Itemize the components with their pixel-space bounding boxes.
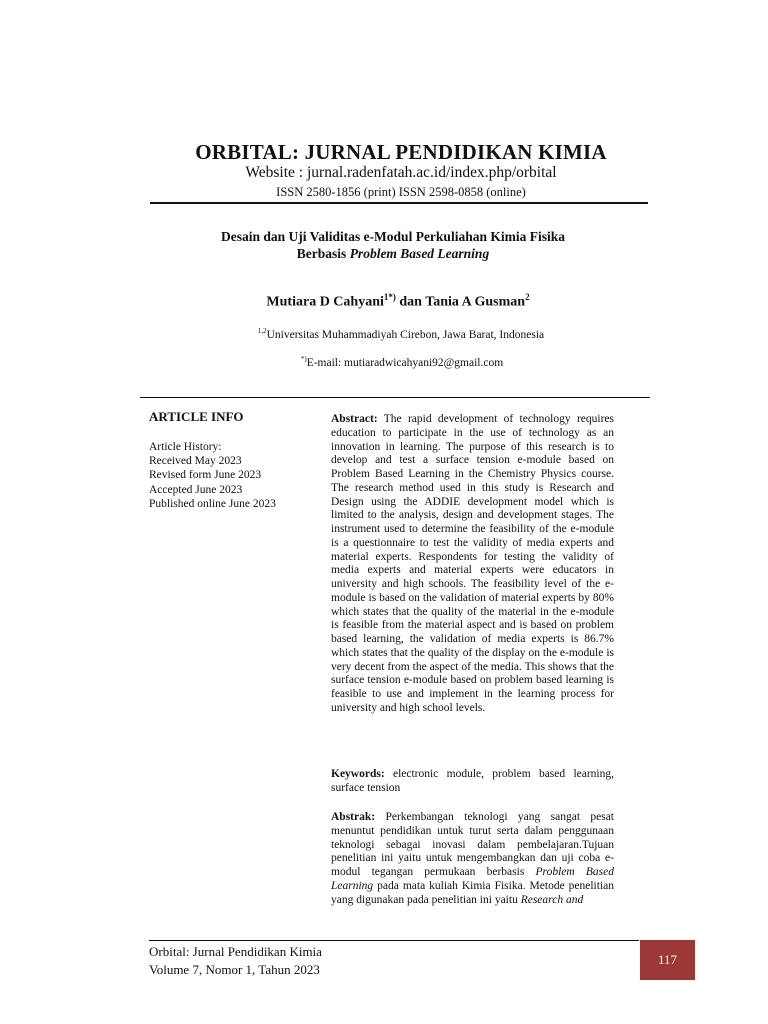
- article-title-line2: [0, 245, 768, 262]
- affiliation: [0, 327, 768, 341]
- author-2: Tania A Gusman: [425, 294, 526, 310]
- abstract-indonesian: [331, 811, 614, 907]
- footer-journal-name: Orbital: Jurnal Pendidikan Kimia: [149, 944, 322, 959]
- abstrak-text-2: pada mata kuliah Kimia Fisika. Metode penelitian yang digunakan pada penelitian ini yaitu: [331, 879, 614, 906]
- header-divider: [150, 202, 648, 204]
- article-info-heading: ARTICLE INFO: [149, 409, 244, 424]
- affiliation-text: Universitas Muhammadiyah Cirebon, Jawa Barat, Indonesia: [266, 328, 545, 341]
- article-title-line1: Desain dan Uji Validitas e-Modul Perkuliahan Kimia Fisika: [221, 229, 565, 244]
- journal-website: Website : jurnal.radenfatah.ac.id/index.php/orbital: [245, 164, 557, 181]
- affiliation-sup: 1,2: [257, 327, 267, 335]
- history-published: Published online June 2023: [149, 497, 276, 510]
- article-history: [149, 440, 319, 511]
- keywords: [331, 768, 614, 796]
- footer-divider: [149, 940, 639, 941]
- history-revised: Revised form June 2023: [149, 469, 262, 482]
- keywords-text: electronic module, problem based learning, surface tension: [331, 768, 614, 794]
- author-2-sup: 2: [525, 292, 530, 302]
- journal-issn: ISSN 2580-1856 (print) ISSN 2598-0858 (online): [276, 185, 526, 199]
- corresponding-email: [0, 355, 768, 369]
- author-1-sup: 1*): [383, 292, 396, 302]
- journal-title: ORBITAL: JURNAL PENDIDIKAN KIMIA: [195, 140, 607, 164]
- history-received: Received May 2023: [149, 455, 242, 468]
- article-title: [0, 228, 768, 262]
- history-label: Article History:: [149, 441, 222, 453]
- section-divider: [140, 397, 650, 398]
- abstrak-italic-1: Problem Based Learning: [331, 866, 614, 892]
- author-1: Mutiara D Cahyani: [266, 294, 384, 310]
- abstrak-label: Abstrak:: [331, 811, 376, 823]
- authors: [0, 292, 768, 311]
- page-number: 117: [640, 940, 695, 980]
- abstract-label: Abstract:: [331, 413, 378, 425]
- abstrak-italic-2: Research and: [520, 893, 584, 906]
- abstract-text: The rapid development of technology requires education to participate in the use of technology as an innovation in learning. The purpose of this research is to develop and test a surface tension e-module based on Problem Based Learning in the Chemistry Physics course. The research method used in this study is Research and Design using the ADDIE development model which is limited to the analysis, design and development stages. The instrument used to determine the feasibility of the e-module is a questionnaire to test the validity of media experts and material experts. Respondents for testing the validity of media experts and material experts were educators in university and high schools. The feasibility level of the e-module is based on the validation of material experts by 80% which states that the quality of the material in the e-module is feasible from the material aspect and is based on problem based learning, the validation of media experts is 86.7% which states that the quality of the display on the e-module is very decent from the aspect of the media. This shows that the surface tension e-module based on problem based learning is feasible to use and implement in the learning process for university and high school levels.: [331, 413, 614, 714]
- keywords-label: Keywords:: [331, 768, 385, 780]
- author-join: dan: [395, 294, 426, 310]
- email-sup: *): [300, 355, 307, 363]
- abstrak-text-1: Perkembangan teknologi yang sangat pesat menuntut pendidikan untuk turut serta dalam penggunaan teknologi sebagai inovasi dalam pembelajaran.Tujuan penelitian ini yaitu untuk mengembangkan dan uji coba e-modul tegangan permukaan berbasis: [331, 811, 614, 878]
- abstract-english: [331, 413, 614, 716]
- footer-volume: Volume 7, Nomor 1, Tahun 2023: [149, 962, 320, 977]
- email-text: E-mail: mutiaradwicahyani92@gmail.com: [306, 356, 504, 369]
- article-title-prefix: Berbasis: [296, 246, 350, 261]
- history-accepted: Accepted June 2023: [149, 483, 243, 496]
- article-title-italic: Problem Based Learning: [349, 246, 490, 261]
